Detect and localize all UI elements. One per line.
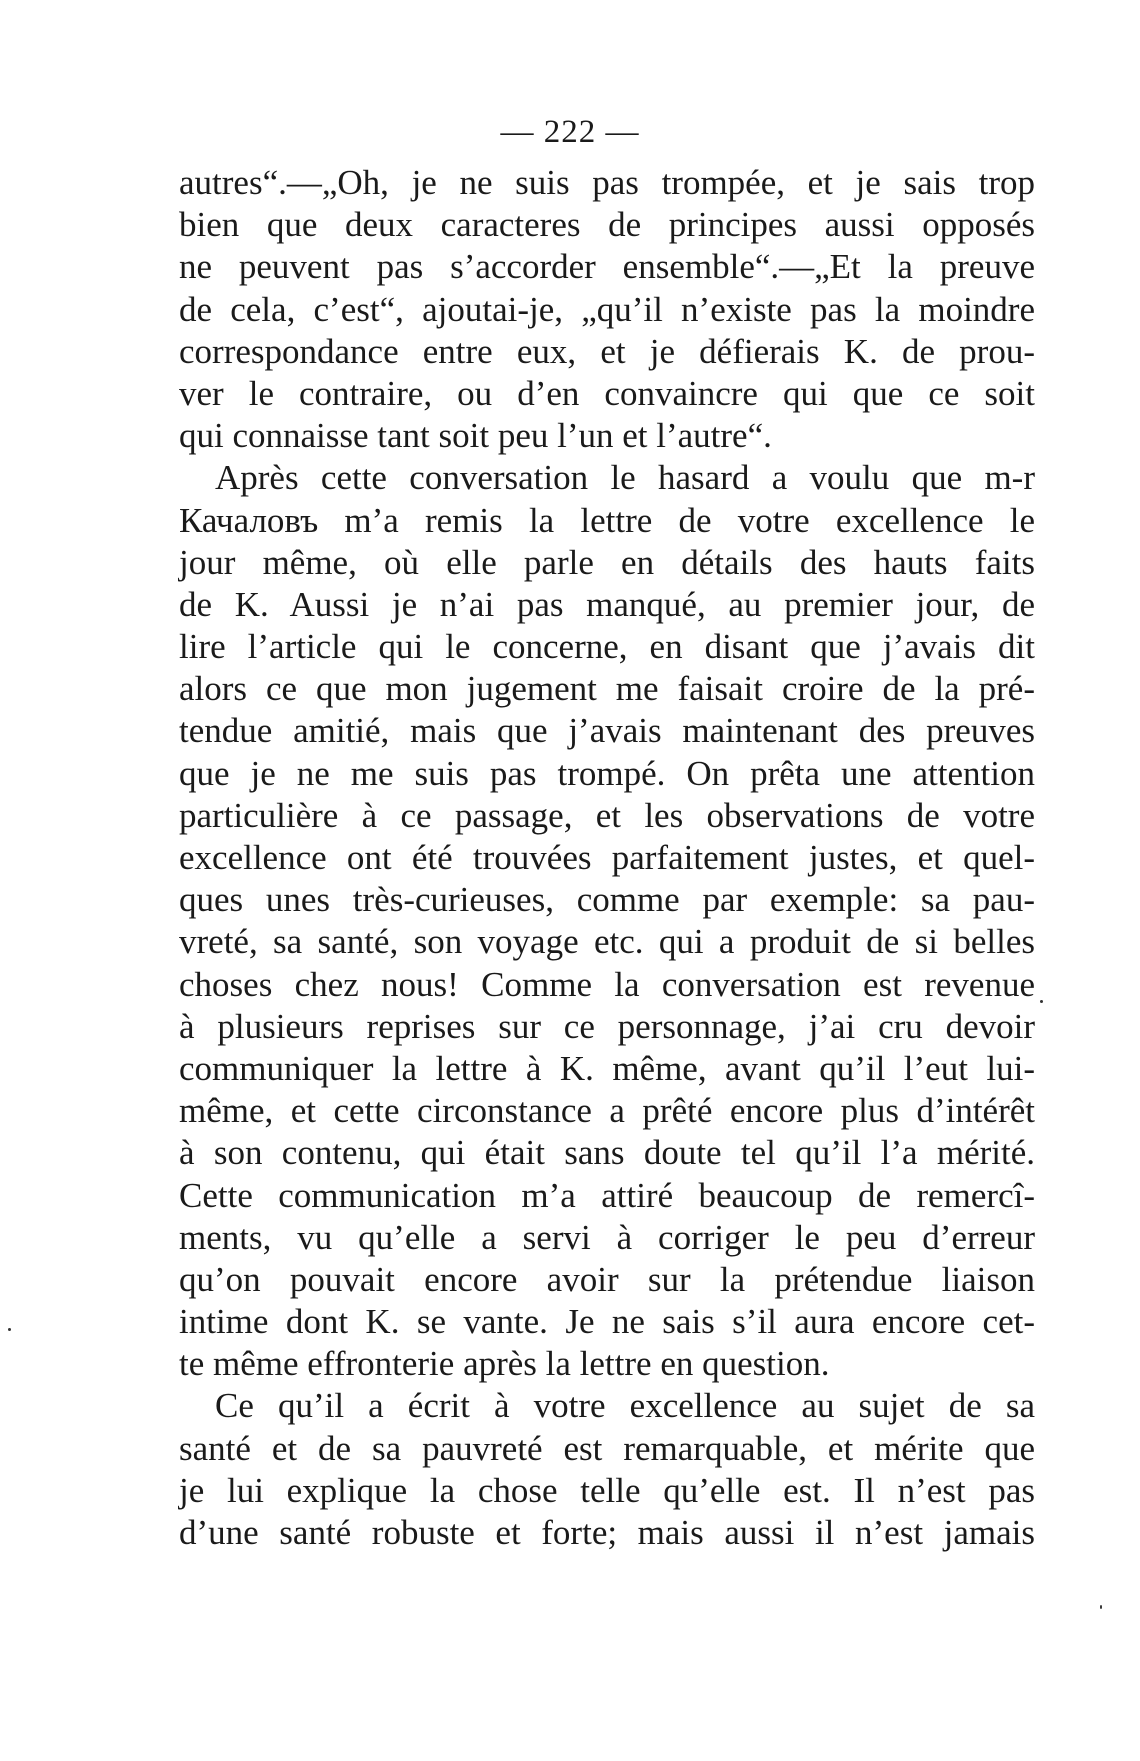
text-line: jour même, où elle parle en détails des hauts faits [179, 542, 1035, 582]
page-number: — 222 — [500, 114, 640, 150]
text-line: santé et de sa pauvreté est remarquable, et mérite que [179, 1428, 1035, 1468]
text-line: Качаловъ m’a remis la lettre de votre excellence le [179, 500, 1035, 540]
text-line: te même effronterie après la lettre en question. [179, 1344, 830, 1384]
text-line: ments, vu qu’elle a servi à corriger le peu d’erreur [179, 1217, 1035, 1257]
scan-speck [1040, 1000, 1043, 1003]
text-line: Cette communication m’a attiré beaucoup de remercî- [179, 1175, 1035, 1215]
text-line: excellence ont été trouvées parfaitement justes, et quel- [179, 838, 1035, 877]
text-line: bien que deux caracteres de principes aussi opposés [179, 205, 1035, 245]
text-line: de K. Aussi je n’ai pas manqué, au premier jour, de [179, 584, 1035, 624]
scan-speck [8, 1328, 11, 1331]
text-line: particulière à ce passage, et les observations de votre [179, 795, 1035, 835]
text-line: tendue amitié, mais que j’avais maintenant des preuves [179, 711, 1035, 751]
body-text [179, 162, 1035, 1554]
text-line: alors ce que mon jugement me faisait croire de la pré- [179, 669, 1035, 709]
text-line: à son contenu, qui était sans doute tel qu’il l’a mérité. [179, 1133, 1035, 1173]
text-line: je lui explique la chose telle qu’elle est. Il n’est pas [179, 1470, 1035, 1510]
text-line: correspondance entre eux, et je défierais K. de prou- [179, 331, 1035, 371]
text-line: que je ne me suis pas trompé. On prêta une attention [179, 753, 1035, 793]
text-line: lire l’article qui le concerne, en disant que j’avais dit [179, 627, 1035, 667]
text-line: autres“.—„Oh, je ne suis pas trompée, et je sais trop [179, 163, 1035, 202]
text-line: vreté, sa santé, son voyage etc. qui a produit de si belles [179, 922, 1035, 962]
paragraph-start-line: Ce qu’il a écrit à votre excellence au sujet de sa [215, 1386, 1035, 1426]
text-line: intime dont K. se vante. Je ne sais s’il aura encore cet- [179, 1302, 1035, 1342]
text-line: ver le contraire, ou d’en convaincre qui que ce soit [179, 373, 1035, 413]
text-line: de cela, c’est“, ajoutai-je, „qu’il n’existe pas la moindre [179, 289, 1035, 329]
text-line: même, et cette circonstance a prêté encore plus d’intérêt [179, 1091, 1035, 1131]
text-line: ques unes très-curieuses, comme par exemple: sa pau- [179, 880, 1035, 920]
scan-speck [1100, 1605, 1102, 1609]
paragraph-start-line: Après cette conversation le hasard a voulu que m-r [215, 458, 1035, 498]
text-line: ne peuvent pas s’accorder ensemble“.—„Et la preuve [179, 247, 1035, 287]
text-line: à plusieurs reprises sur ce personnage, j’ai cru devoir [179, 1006, 1035, 1046]
text-line: communiquer la lettre à K. même, avant qu’il l’eut lui- [179, 1048, 1035, 1088]
text-line: d’une santé robuste et forte; mais aussi il n’est jamais [179, 1513, 1035, 1552]
text-line: qui connaisse tant soit peu l’un et l’autre“. [179, 416, 772, 456]
text-line: choses chez nous! Comme la conversation est revenue [179, 964, 1035, 1004]
text-line: qu’on pouvait encore avoir sur la prétendue liaison [179, 1259, 1035, 1299]
